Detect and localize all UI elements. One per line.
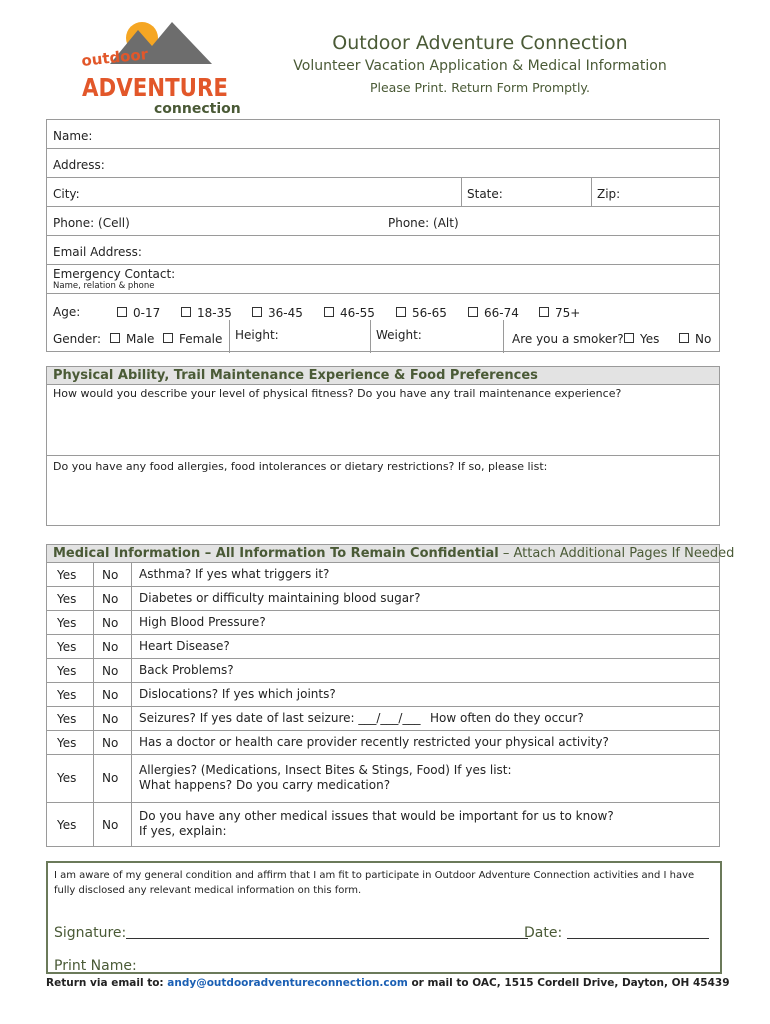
divider [461,178,462,206]
gender-male-option[interactable]: Male [110,332,154,346]
phone-row [47,207,719,236]
divider [591,178,592,206]
medical-row[interactable]: Yes No Seizures? If yes date of last seizure: ___/___/___ How often do they occur? [47,707,719,731]
asthma-question: Asthma? If yes what triggers it? [139,567,330,581]
phone-cell-label: Phone: (Cell) [53,216,130,230]
diabetes-question: Diabetes or difficulty maintaining blood sugar? [139,591,421,605]
dislocations-question: Dislocations? If yes which joints? [139,687,336,701]
phone-alt-label: Phone: (Alt) [388,216,459,230]
checkbox-icon [539,307,549,317]
checkbox-icon [163,333,173,343]
date-field[interactable] [524,924,709,941]
age-row [47,294,719,323]
medical-row[interactable]: Yes No Back Problems? [47,659,719,683]
other-issues-followup: If yes, explain: [139,824,227,838]
age-option-46-55[interactable]: 46-55 [324,306,375,320]
seizure-frequency-question: How often do they occur? [430,711,584,725]
smoker-label: Are you a smoker? [512,332,624,346]
contact-section [46,119,720,352]
emergency-sublabel: Name, relation & phone [53,281,155,291]
seizures-question: Seizures? If yes date of last seizure: ___/___/___ [139,711,421,725]
weight-label: Weight: [376,328,422,342]
medical-row[interactable]: Yes No Allergies? (Medications, Insect Bites & Stings, Food) If yes list: What happens? Do you carry medication? [47,755,719,803]
physical-heading: Physical Ability, Trail Maintenance Experience & Food Preferences [47,367,719,385]
fitness-question: How would you describe your level of physical fitness? Do you have any trail maintenance experience? [53,387,622,400]
food-question: Do you have any food allergies, food intolerances or dietary restrictions? If so, please list: [53,460,548,473]
signature-label: Signature: [54,925,127,941]
divider [47,455,719,456]
age-label: Age: [53,305,81,319]
checkbox-icon [624,333,634,343]
oac-logo [80,16,241,117]
footer-return-info: Return via email to: andy@outdooradventureconnection.com or mail to OAC, 1515 Cordell Drive, Dayton, OH 45439 [46,977,730,989]
medical-heading: Medical Information – All Information To Remain Confidential – Attach Additional Pages If Needed [47,545,719,563]
back-problems-question: Back Problems? [139,663,234,677]
medical-section [46,544,735,847]
restriction-question: Has a doctor or health care provider recently restricted your physical activity? [139,735,609,749]
allergies-question: Allergies? (Medications, Insect Bites & Stings, Food) If yes list: [139,763,512,777]
checkbox-icon [324,307,334,317]
smoker-yes-option[interactable]: Yes [624,332,659,346]
email-row[interactable] [47,236,719,265]
print-name-field[interactable] [54,958,137,974]
smoker-no-option[interactable]: No [679,332,711,346]
other-issues-question: Do you have any other medical issues that would be important for us to know? [139,809,614,823]
address-label: Address: [53,158,105,172]
checkbox-icon [117,307,127,317]
emergency-row[interactable] [47,265,719,294]
return-email-link[interactable]: andy@outdooradventureconnection.com [167,977,408,989]
age-option-75-plus[interactable]: 75+ [539,306,580,320]
checkbox-icon [468,307,478,317]
date-line [567,924,709,939]
signature-line [126,924,528,939]
medical-row[interactable]: Yes No Heart Disease? [47,635,719,659]
checkbox-icon [252,307,262,317]
city-label: City: [53,187,80,201]
affirmation-text: I am aware of my general condition and affirm that I am fit to participate in Outdoor Adventure Connection activities and I have fully disclosed any relevant medical information on this form. [54,870,695,896]
email-label: Email Address: [53,245,142,259]
name-label: Name: [53,129,93,143]
age-option-36-45[interactable]: 36-45 [252,306,303,320]
age-option-0-17[interactable]: 0-17 [117,306,160,320]
state-label: State: [467,187,503,201]
checkbox-icon [181,307,191,317]
checkbox-icon [396,307,406,317]
date-label: Date: [524,925,563,941]
city-row [47,178,719,207]
signature-field[interactable] [54,924,528,941]
gender-label: Gender: [53,332,102,346]
logo-line3: connection [154,101,241,117]
checkbox-icon [679,333,689,343]
medical-row[interactable]: Yes No High Blood Pressure? [47,611,719,635]
emergency-label: Emergency Contact: [53,267,176,281]
divider [503,320,504,353]
logo-line1: outdoor [80,45,149,70]
logo-line2: ADVENTURE [82,73,228,102]
medical-row[interactable]: Yes No Diabetes or difficulty maintaining blood sugar? [47,587,719,611]
form-subtitle: Volunteer Vacation Application & Medical Information [293,58,667,74]
age-option-18-35[interactable]: 18-35 [181,306,232,320]
divider [370,320,371,353]
age-option-66-74[interactable]: 66-74 [468,306,519,320]
address-row[interactable] [47,149,719,178]
print-name-label: Print Name: [54,958,137,974]
age-option-56-65[interactable]: 56-65 [396,306,447,320]
blood-pressure-question: High Blood Pressure? [139,615,266,629]
physical-section [46,366,720,526]
allergies-followup: What happens? Do you carry medication? [139,778,391,792]
name-row[interactable] [47,120,719,149]
medical-row[interactable]: Yes No Has a doctor or health care provider recently restricted your physical activity? [47,731,719,755]
medical-row[interactable]: Yes No Do you have any other medical issues that would be important for us to know? If yes, explain: [57,809,614,838]
affirmation-section [46,861,722,974]
zip-label: Zip: [597,187,621,201]
form-instruction: Please Print. Return Form Promptly. [369,80,591,95]
heart-disease-question: Heart Disease? [139,639,230,653]
gender-row [47,323,719,353]
form-title: Outdoor Adventure Connection [332,32,628,54]
medical-row[interactable]: Yes No Asthma? If yes what triggers it? [47,563,719,587]
height-label: Height: [235,328,279,342]
checkbox-icon [110,333,120,343]
medical-row[interactable]: Yes No Dislocations? If yes which joints? [47,683,719,707]
gender-female-option[interactable]: Female [163,332,222,346]
divider [229,320,230,353]
